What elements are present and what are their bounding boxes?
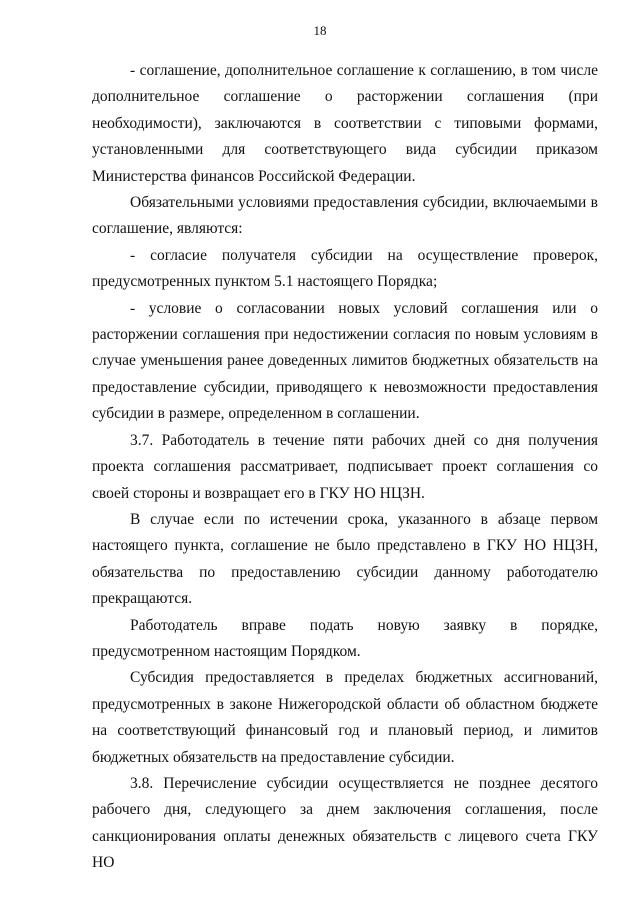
paragraph-clause-3-8: 3.8. Перечисление субсидии осуществляется не позднее десятого рабочего дня, следующего за днем заключения соглашения, после санкционирования оплаты денежных обязательств с лицевого счета ГКУ НО bbox=[92, 774, 598, 872]
paragraph-mandatory-conditions: Обязательными условиями предоставления субсидии, включаемыми в соглашение, являются: bbox=[92, 194, 598, 238]
document-body bbox=[92, 58, 598, 877]
page-number: 18 bbox=[313, 23, 327, 38]
paragraph-agreement-forms: - соглашение, дополнительное соглашение к соглашению, в том числе дополнительное соглашение о расторжении соглашения (при необходимости), заключаются в соответствии с типовыми формами, установленными для соответствующего вида субсидии приказом Министерства финансов Российской Федерации. bbox=[92, 62, 598, 185]
paragraph-new-conditions: - условие о согласовании новых условий соглашения или о расторжении соглашения при недостижении согласия по новым условиям в случае уменьшения ранее доведенных лимитов бюджетных обязательств на предоставление субсидии, приводящего к невозможности предоставления субсидии в размере, определенном в соглашении. bbox=[92, 299, 598, 423]
paragraph-consent-inspections: - согласие получателя субсидии на осуществление проверок, предусмотренных пунктом 5.1 настоящего Порядка; bbox=[92, 246, 598, 291]
paragraph-budget-limits: Субсидия предоставляется в пределах бюджетных ассигнований, предусмотренных в законе Нижегородской области об областном бюджете на соответствующий финансовый год и плановый период, и лимитов бюджетных обязательств на предоставление субсидии. bbox=[92, 669, 598, 766]
paragraph-deadline-expiry: В случае если по истечении срока, указанного в абзаце первом настоящего пункта, соглашение не было представлено в ГКУ НО НЦЗН, обязательства по предоставлению субсидии данному работодателю прекращаются. bbox=[92, 510, 598, 608]
paragraph-new-application: Работодатель вправе подать новую заявку в порядке, предусмотренном настоящим Порядком. bbox=[92, 616, 598, 660]
paragraph-clause-3-7: 3.7. Работодатель в течение пяти рабочих дней со дня получения проекта соглашения рассматривает, подписывает проект соглашения со своей стороны и возвращает его в ГКУ НО НЦЗН. bbox=[92, 431, 598, 502]
